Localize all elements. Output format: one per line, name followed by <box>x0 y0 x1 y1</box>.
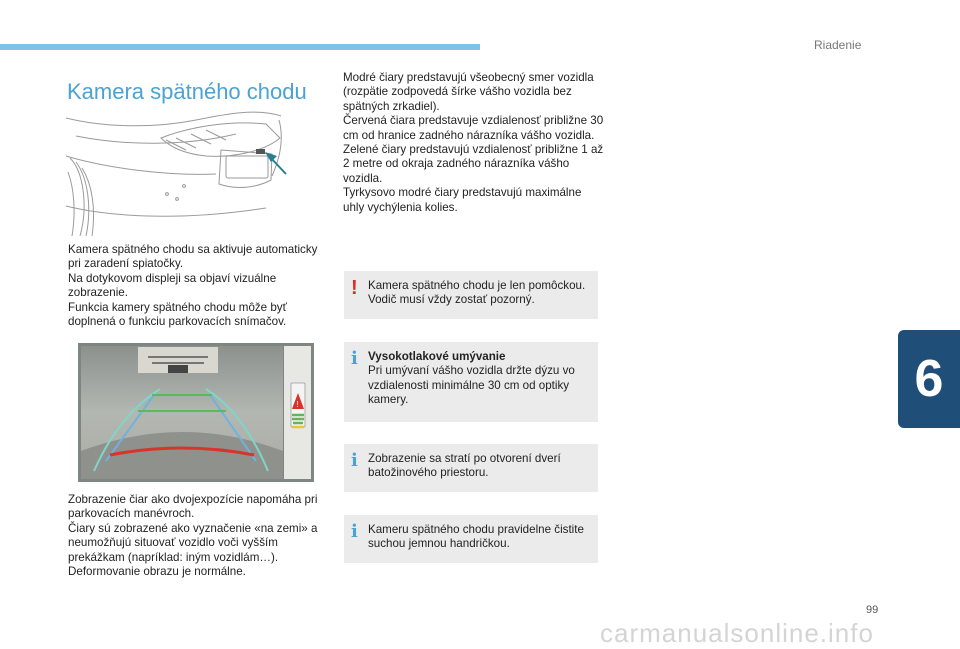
high-pressure-washing-note <box>344 342 598 422</box>
description-line: Tyrkysovo modré čiary predstavujú maximálne uhly vychýlenia kolies. <box>343 186 582 214</box>
chapter-tab[interactable]: 6 <box>898 330 960 428</box>
intro-line: Na dotykovom displeji sa objaví vizuálne zobrazenie. <box>68 271 277 300</box>
description-line: Deformovanie obrazu je normálne. <box>68 565 246 579</box>
camera-cleaning-note <box>344 515 598 563</box>
intro-text <box>68 243 318 329</box>
description-line: Červená čiara predstavuje vzdialenosť približne 30 cm od hranice zadného nárazníka vášho vozidla. <box>343 114 604 142</box>
note-text: Kameru spätného chodu pravidelne čistite suchou jemnou handričkou. <box>368 523 584 551</box>
description-line: Zelené čiary predstavujú vzdialenosť približne 1 až 2 metre od okraja zadného nárazníka vášho vozidla. <box>343 143 604 185</box>
watermark: carmanualsonline.info <box>600 618 874 648</box>
section-label: Riadenie <box>814 38 862 52</box>
info-icon: i <box>351 348 358 369</box>
trunk-open-note <box>344 444 598 492</box>
guide-lines-description <box>343 71 605 215</box>
note-text: Zobrazenie sa stratí po otvorení dverí batožinového priestoru. <box>368 452 561 480</box>
reversing-camera-display <box>78 343 314 482</box>
page-number: 99 <box>866 604 879 616</box>
info-icon: i <box>351 450 358 471</box>
info-icon: i <box>351 521 358 542</box>
note-text: Kamera spätného chodu je len pomôckou. Vodič musí vždy zostať pozorný. <box>368 279 586 307</box>
note-text: Pri umývaní vášho vozidla držte dýzu vo vzdialenosti minimálne 30 cm od optiky kamery. <box>368 364 575 407</box>
page-title: Kamera spätného chodu <box>67 78 307 104</box>
intro-line: Kamera spätného chodu sa aktivuje automaticky pri zaradení spiatočky. <box>68 243 318 271</box>
camera-warning-glyph: ! <box>296 400 299 409</box>
double-exposure-description <box>68 493 318 579</box>
description-line: Čiary sú zobrazené ako vyznačenie «na zemi» a neumožňujú situovať vozidlo voči vyšším prekážkam (napríklad: iným vozidlám…). <box>68 521 318 564</box>
warning-note <box>344 271 598 319</box>
note-title: Vysokotlakové umývanie <box>368 350 506 363</box>
car-rear-illustration <box>66 98 302 236</box>
description-line: Zobrazenie čiar ako dvojexpozície napomáha pri parkovacích manévroch. <box>68 493 318 521</box>
intro-line: Funkcia kamery spätného chodu môže byť doplnená o funkciu parkovacích snímačov. <box>68 300 287 329</box>
header-accent-bar <box>0 44 480 50</box>
warning-icon: ! <box>351 277 358 299</box>
description-line: Modré čiary predstavujú všeobecný smer vozidla (rozpätie zodpovedá šírke vášho vozidla bez spätných zrkadiel). <box>343 71 594 113</box>
